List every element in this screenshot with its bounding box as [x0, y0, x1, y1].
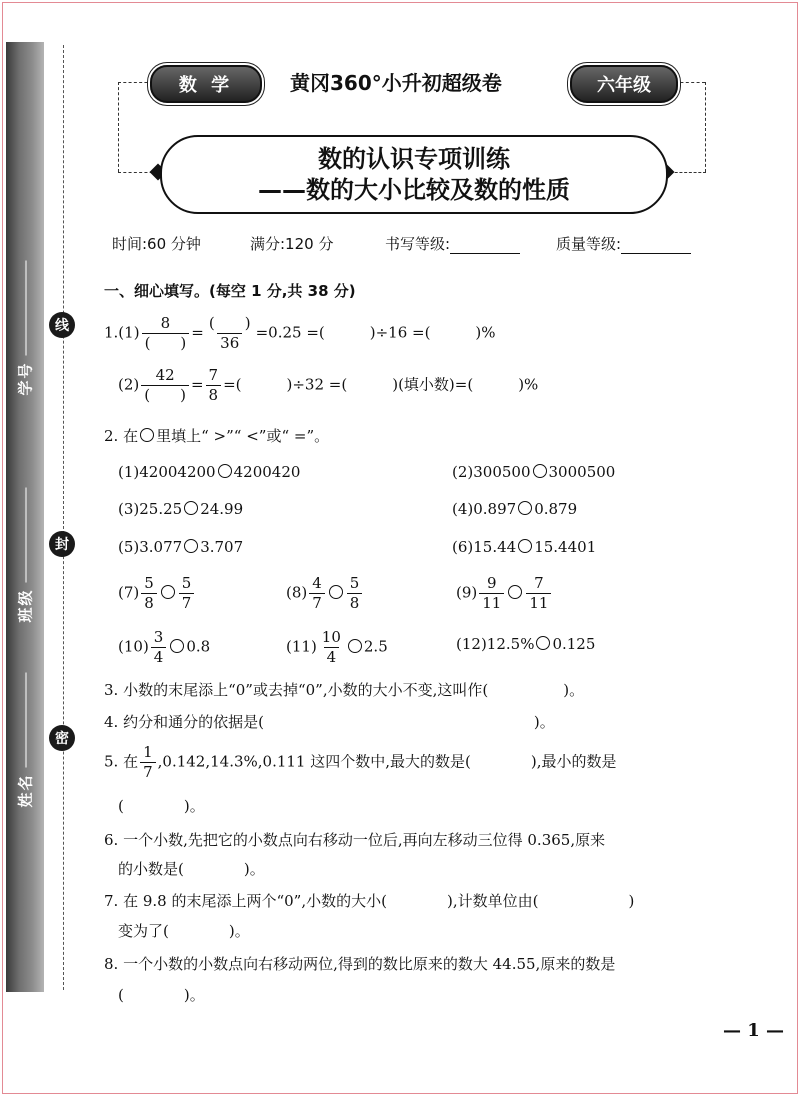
denominator: 7	[140, 762, 156, 782]
compare-item	[118, 500, 243, 518]
compare-circle[interactable]	[508, 585, 522, 599]
question-1a	[104, 314, 496, 353]
compare-circle[interactable]	[184, 501, 198, 515]
title-line-2: ——数的大小比较及数的性质	[258, 175, 570, 204]
writing-grade-blank[interactable]	[450, 237, 520, 254]
compare-left: (4)0.897	[452, 500, 517, 518]
fraction	[140, 743, 156, 782]
series-title: 黄冈360°小升初超级卷	[290, 71, 502, 95]
question-5-line2: ( )。	[118, 797, 205, 815]
q5-text: 5. 在	[104, 752, 139, 771]
student-number-label: 学号	[16, 361, 35, 396]
compare-left: (6)15.44	[452, 538, 517, 556]
subject-badge: 数 学	[150, 65, 262, 103]
page-number: — 1 —	[722, 1020, 784, 1041]
compare-right: 4200420	[233, 463, 301, 481]
compare-item	[452, 500, 577, 518]
denominator: 11	[526, 593, 551, 613]
compare-label: (10)	[118, 637, 149, 656]
name-field	[15, 672, 36, 807]
fraction	[141, 574, 157, 613]
grade-badge: 六年级	[570, 65, 678, 103]
question-6: 6. 一个小数,先把它的小数点向右移动一位后,再向左移动三位得 0.365,原来	[104, 831, 606, 849]
compare-circle[interactable]	[518, 501, 532, 515]
numerator: 10	[321, 628, 341, 646]
denominator: ( )	[142, 333, 190, 353]
compare-circle[interactable]	[533, 464, 547, 478]
compare-circle[interactable]	[518, 539, 532, 553]
compare-circle[interactable]	[536, 636, 550, 650]
fraction	[319, 628, 344, 667]
compare-right: 0.8	[186, 637, 211, 656]
question-7: 7. 在 9.8 的末尾添上两个“0”,小数的大小( ),计数单位由( )	[104, 892, 635, 910]
quality-grade	[556, 233, 691, 254]
denominator: 4	[324, 647, 340, 667]
question-3: 3. 小数的末尾添上“0”或去掉“0”,小数的大小不变,这叫作( )。	[104, 681, 585, 699]
header-dash	[670, 172, 706, 173]
numerator: 5	[349, 574, 360, 592]
compare-item	[118, 538, 243, 556]
compare-left: (3)25.25	[118, 500, 183, 518]
numerator: 5	[181, 574, 192, 592]
fraction	[309, 574, 325, 613]
fraction	[479, 574, 504, 613]
compare-circle[interactable]	[218, 464, 232, 478]
compare-label: (11)	[286, 637, 317, 656]
compare-item	[452, 538, 596, 556]
fraction	[141, 366, 189, 405]
fraction	[526, 574, 551, 613]
question-8-line2: ( )。	[118, 986, 205, 1004]
equals: =	[191, 323, 204, 342]
compare-left: (5)3.077	[118, 538, 183, 556]
writing-grade	[385, 233, 520, 254]
question-8: 8. 一个小数的小数点向右移动两位,得到的数比原来的数大 44.55,原来的数是	[104, 955, 616, 973]
header-dash	[705, 82, 706, 172]
compare-left: (2)300500	[452, 463, 531, 481]
quality-grade-label: 质量等级:	[556, 235, 622, 253]
compare-right: 24.99	[200, 500, 244, 518]
compare-label: (9)	[456, 583, 478, 602]
denominator: 8	[347, 593, 363, 613]
denominator: 8	[206, 385, 222, 405]
denominator: 11	[479, 593, 504, 613]
seal-mark-mi: 密	[49, 725, 75, 751]
compare-circle[interactable]	[348, 639, 362, 653]
compare-circle[interactable]	[184, 539, 198, 553]
numerator: 8	[160, 314, 171, 332]
denominator: 7	[179, 593, 195, 613]
numerator: 42	[155, 366, 175, 384]
q2-intro-text: 里填上“ >”“ <”或“ =”。	[156, 427, 330, 445]
numerator: 1	[143, 743, 153, 761]
compare-left: (1)42004200	[118, 463, 216, 481]
fraction	[142, 314, 190, 353]
q1b-rest: =( )÷32 =( )(填小数)=( )%	[223, 375, 539, 394]
q1a-label: 1.(1)	[104, 323, 140, 342]
question-7-line2: 变为了( )。	[118, 922, 250, 940]
q1b-label: (2)	[118, 375, 140, 394]
title-line-1: 数的认识专项训练	[318, 144, 510, 173]
denominator: 7	[309, 593, 325, 613]
compare-item	[118, 463, 300, 481]
seal-mark-line: 线	[49, 312, 75, 338]
compare-right: 0.879	[534, 500, 578, 518]
fraction	[151, 628, 167, 667]
name-label: 姓名	[16, 773, 35, 808]
compare-item	[452, 463, 615, 481]
numerator: 9	[487, 574, 497, 592]
fraction	[347, 574, 363, 613]
quality-grade-blank[interactable]	[621, 237, 691, 254]
question-5	[104, 743, 617, 782]
question-1b	[118, 366, 538, 405]
compare-item	[456, 574, 553, 613]
section-title: 一、细心填写。(每空 1 分,共 38 分)	[104, 282, 356, 300]
q1a-rest: =0.25 =( )÷16 =( )%	[255, 323, 496, 342]
compare-item	[118, 574, 196, 613]
numerator: 4	[312, 574, 322, 592]
compare-right: 0.125	[552, 635, 596, 653]
compare-label: (8)	[286, 583, 308, 602]
compare-item	[456, 635, 595, 653]
fraction	[206, 366, 222, 405]
header-dash	[118, 82, 119, 172]
compare-right: 15.4401	[534, 538, 597, 556]
numerator: 7	[208, 366, 219, 384]
compare-circle[interactable]	[161, 585, 175, 599]
exam-title	[160, 135, 668, 214]
compare-item	[286, 628, 388, 667]
numerator: 5	[144, 574, 154, 592]
q5-text: ,0.142,14.3%,0.111 这四个数中,最大的数是( ),最小的数是	[157, 752, 617, 771]
equals: =	[190, 375, 204, 394]
denominator: ( )	[141, 385, 189, 405]
seal-mark-feng: 封	[49, 531, 75, 557]
circle-blank-icon	[140, 428, 154, 442]
class-label: 班级	[16, 588, 35, 623]
question-4: 4. 约分和通分的依据是( )。	[104, 713, 555, 731]
header-dash	[675, 82, 705, 83]
compare-right: 3000500	[548, 463, 616, 481]
time-info: 时间:60 分钟	[112, 235, 201, 253]
class-field	[15, 487, 36, 622]
student-number-field	[15, 260, 36, 395]
numerator: 7	[534, 574, 544, 592]
fraction	[206, 314, 254, 353]
compare-circle[interactable]	[329, 585, 343, 599]
cut-line	[63, 45, 64, 990]
compare-right: 2.5	[363, 637, 388, 656]
compare-right: 3.707	[200, 538, 244, 556]
compare-item	[286, 574, 364, 613]
compare-left: (12)12.5%	[456, 635, 535, 653]
numerator: 3	[153, 628, 164, 646]
score-info: 满分:120 分	[250, 235, 334, 253]
writing-grade-label: 书写等级:	[385, 235, 451, 253]
numerator: ( )	[208, 314, 251, 332]
denominator: 4	[151, 647, 167, 667]
compare-circle[interactable]	[170, 639, 184, 653]
q2-intro-text: 2. 在	[104, 427, 139, 445]
question-6-line2: 的小数是( )。	[118, 860, 265, 878]
compare-label: (7)	[118, 583, 140, 602]
denominator: 8	[141, 593, 157, 613]
compare-item	[118, 628, 210, 667]
denominator: 36	[217, 333, 242, 353]
question-2-intro	[104, 425, 329, 446]
fraction	[179, 574, 195, 613]
